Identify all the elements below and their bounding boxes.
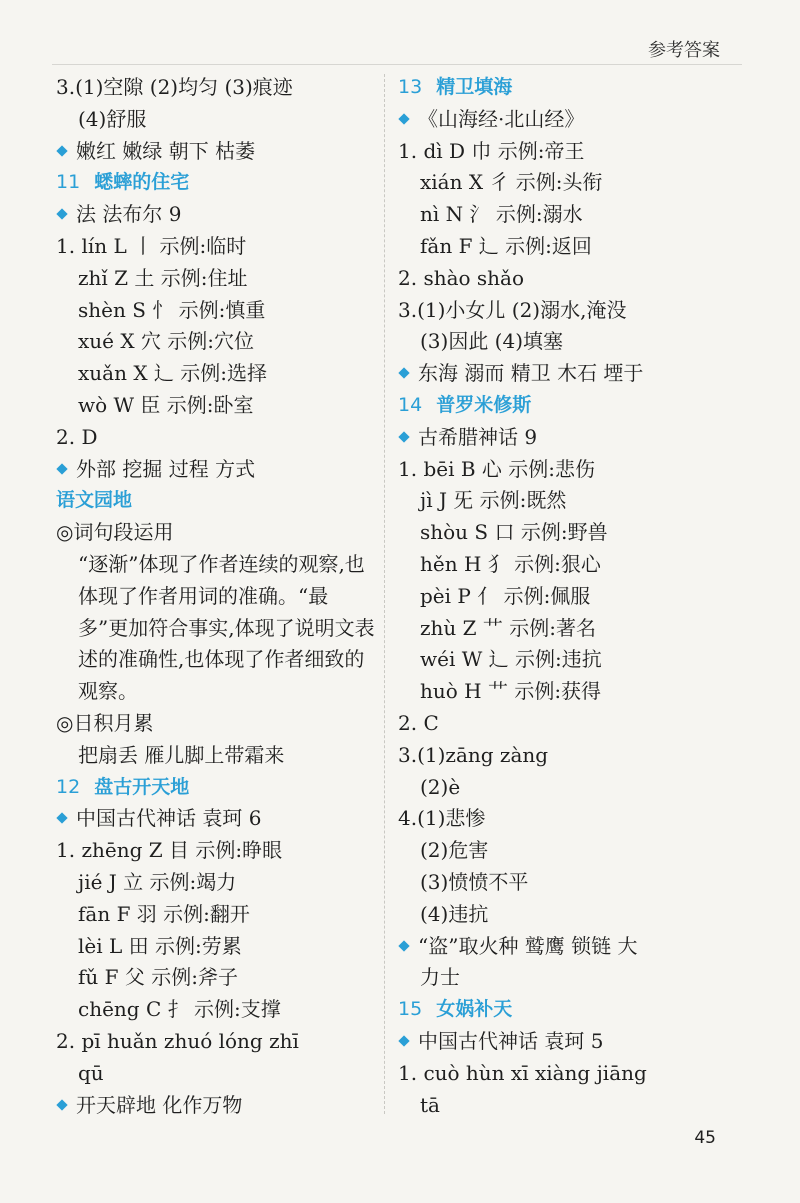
section-number: 14: [398, 393, 423, 416]
answer-line: xuǎn X 辶 示例:选择: [78, 361, 268, 386]
answer-line: fān F 羽 示例:翻开: [78, 901, 250, 926]
answer-line: xué X 穴 示例:穴位: [78, 329, 255, 354]
answer-line: 把扇丢 雁儿脚上带霜来: [78, 742, 285, 767]
answer-line: jié J 立 示例:竭力: [78, 869, 237, 894]
answer-line: 力士: [420, 965, 460, 990]
subheading: ◎词句段运用: [56, 520, 174, 545]
section-heading-14: [398, 390, 718, 422]
section-title: 普罗米修斯: [436, 393, 532, 416]
answer-line: nì N 氵 示例:溺水: [420, 202, 583, 227]
answer-paragraph: “逐渐”体现了作者连续的观察,也体现了作者用词的准确。“最多”更加符合事实,体现了说明文表述的准确性,也体现了作者细致的观察。: [78, 551, 375, 704]
diamond-bullet-icon: [398, 368, 409, 379]
section-number: 15: [398, 998, 423, 1021]
page-number: 45: [694, 1128, 716, 1148]
answer-line: fǔ F 父 示例:斧子: [78, 965, 238, 990]
diamond-bullet-icon: [398, 113, 409, 124]
answer-line: xián X 彳 示例:头衔: [420, 170, 603, 195]
answer-line-bullet: 法 法布尔 9: [56, 199, 376, 231]
answer-line: 1. cuò hùn xī xiàng jiāng: [398, 1060, 647, 1085]
section-heading-11: [56, 167, 376, 199]
answer-line-bullet: 古希腊神话 9: [398, 422, 718, 454]
section-title: 蟋蟀的住宅: [94, 171, 190, 194]
section-heading-garden: 语文园地: [56, 489, 133, 512]
answer-line-bullet: “盗”取火种 鹫鹰 锁链 大: [398, 931, 718, 963]
answer-line: (4)违抗: [420, 901, 489, 926]
answer-line: wéi W 辶 示例:违抗: [420, 647, 602, 672]
answer-line-bullet: 外部 挖掘 过程 方式: [56, 454, 376, 486]
diamond-bullet-icon: [398, 1035, 409, 1046]
left-column: [56, 72, 376, 1121]
answer-line: shèn S 忄 示例:慎重: [78, 297, 266, 322]
answer-line: (2)危害: [420, 838, 489, 863]
section-heading-13: [398, 72, 718, 104]
answer-line: 2. shào shǎo: [398, 265, 525, 290]
answer-line: 2. pī huǎn zhuó lóng zhī: [56, 1028, 299, 1053]
answer-line: (2)è: [420, 774, 461, 799]
subheading: ◎日积月累: [56, 710, 154, 735]
section-number: 11: [56, 171, 81, 194]
page-header-title: 参考答案: [648, 40, 720, 61]
answer-line: shòu S 口 示例:野兽: [420, 520, 608, 545]
answer-line: jì J 旡 示例:既然: [420, 488, 567, 513]
answer-line: 3.(1)zāng zàng: [398, 742, 549, 767]
answer-line: hěn H 犭 示例:狠心: [420, 551, 601, 576]
answer-line-bullet: 中国古代神话 袁珂 6: [56, 803, 376, 835]
section-heading-15: [398, 994, 718, 1026]
section-title: 女娲补天: [436, 998, 513, 1021]
answer-line: 1. bēi B 心 示例:悲伤: [398, 456, 595, 481]
answer-line: chēng C 扌 示例:支撑: [78, 997, 281, 1022]
answer-line-bullet: 中国古代神话 袁珂 5: [398, 1026, 718, 1058]
answer-line-bullet: 《山海经·北山经》: [398, 104, 718, 136]
answer-line: 1. dì D 巾 示例:帝王: [398, 138, 585, 163]
answer-line: qū: [78, 1060, 104, 1085]
section-heading-12: [56, 772, 376, 804]
section-number: 13: [398, 76, 423, 98]
diamond-bullet-icon: [398, 940, 409, 951]
answer-line: zhǐ Z 土 示例:住址: [78, 265, 248, 290]
answer-line: zhù Z 艹 示例:著名: [420, 615, 597, 640]
column-divider: [384, 74, 385, 1114]
answer-line: lèi L 田 示例:劳累: [78, 933, 242, 958]
answer-line: (3)愤愤不平: [420, 869, 529, 894]
diamond-bullet-icon: [56, 1099, 67, 1110]
answer-line: 3.(1)小女儿 (2)溺水,淹没: [398, 297, 627, 322]
section-title: 精卫填海: [436, 76, 513, 98]
header-rule: [52, 64, 742, 65]
answer-line-bullet: 东海 溺而 精卫 木石 堙于: [398, 358, 718, 390]
answer-line: tā: [420, 1092, 440, 1117]
answer-line: 1. lín L 丨 示例:临时: [56, 233, 247, 258]
answer-line: pèi P 亻 示例:佩服: [420, 583, 591, 608]
section-number: 12: [56, 775, 81, 798]
diamond-bullet-icon: [56, 145, 67, 156]
diamond-bullet-icon: [398, 431, 409, 442]
diamond-bullet-icon: [56, 463, 67, 474]
answer-line: (4)舒服: [78, 106, 147, 131]
answer-line-bullet: 开天辟地 化作万物: [56, 1090, 376, 1122]
section-title: 盘古开天地: [94, 775, 190, 798]
answer-line: 3.(1)空隙 (2)均匀 (3)痕迹: [56, 75, 293, 99]
answer-line: (3)因此 (4)填塞: [420, 329, 564, 354]
answer-line: 4.(1)悲惨: [398, 806, 486, 831]
diamond-bullet-icon: [56, 209, 67, 220]
answer-line: 1. zhēng Z 目 示例:睁眼: [56, 838, 283, 863]
answer-line: huò H 艹 示例:获得: [420, 679, 602, 704]
answer-line: fǎn F 辶 示例:返回: [420, 233, 592, 258]
answer-line: wò W 臣 示例:卧室: [78, 392, 254, 417]
answer-line: 2. C: [398, 710, 439, 735]
right-column: [398, 72, 718, 1121]
diamond-bullet-icon: [56, 813, 67, 824]
answer-line: 2. D: [56, 424, 98, 449]
answer-line-bullet: 嫩红 嫩绿 朝下 枯萎: [56, 136, 376, 168]
